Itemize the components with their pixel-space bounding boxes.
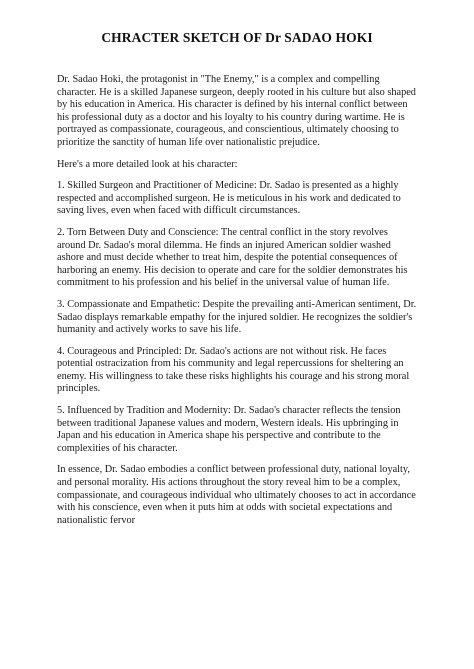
- intro-paragraph: Dr. Sadao Hoki, the protagonist in "The Enemy," is a complex and compelling character. He is a skilled Japanese surgeon, deeply rooted in his culture but also shaped by his education in America. His character is defined by his internal conflict between his professional duty as a doctor and his loyalty to his country during wartime. He is portrayed as compassionate, courageous, and conscientious, ultimately choosing to prioritize the sanctity of human life over nationalistic prejudice.: [57, 74, 416, 148]
- document-title: CHRACTER SKETCH OF Dr SADAO HOKI: [101, 30, 373, 45]
- conclusion-paragraph: In essence, Dr. Sadao embodies a conflict between professional duty, national loyalty, and personal morality. His actions throughout the story reveal him to be a complex, compassionate, and courageous individual who ultimately chooses to act in accordance with his conscience, even when it puts him at odds with societal expectations and nationalistic fervor: [57, 464, 416, 526]
- trait-compassionate-paragraph: 3. Compassionate and Empathetic: Despite the prevailing anti-American sentiment, Dr. Sadao displays remarkable empathy for the injured soldier. He recognizes the soldier's humanity and actively works to save his life.: [57, 298, 417, 336]
- trait-courageous-paragraph: 4. Courageous and Principled: Dr. Sadao's actions are not without risk. He faces potential ostracization from his community and legal repercussions for sheltering an enemy. His willingness to take these risks highlights his courage and his strong moral principles.: [57, 345, 410, 395]
- overview-lead-paragraph: Here's a more detailed look at his character:: [57, 158, 238, 170]
- trait-duty-conscience-paragraph: 2. Torn Between Duty and Conscience: The central conflict in the story revolves around Dr. Sadao's moral dilemma. He finds an injured American soldier washed ashore and must decide whether to treat him, despite the potential consequences of harboring an enemy. His decision to operate and care for the soldier demonstrates his commitment to his profession and his belief in the universal value of human life.: [57, 226, 408, 289]
- trait-tradition-modernity-paragraph: 5. Influenced by Tradition and Modernity: Dr. Sadao's character reflects the tension between traditional Japanese values and modern, Western ideals. His upbringing in Japan and his education in America shape his perspective and contribute to the complexities of his character.: [57, 405, 401, 454]
- trait-skilled-surgeon-paragraph: 1. Skilled Surgeon and Practitioner of Medicine: Dr. Sadao is presented as a highly respected and accomplished surgeon. He is meticulous in his work and dedicated to saving lives, even when faced with difficult circumstances.: [57, 180, 401, 217]
